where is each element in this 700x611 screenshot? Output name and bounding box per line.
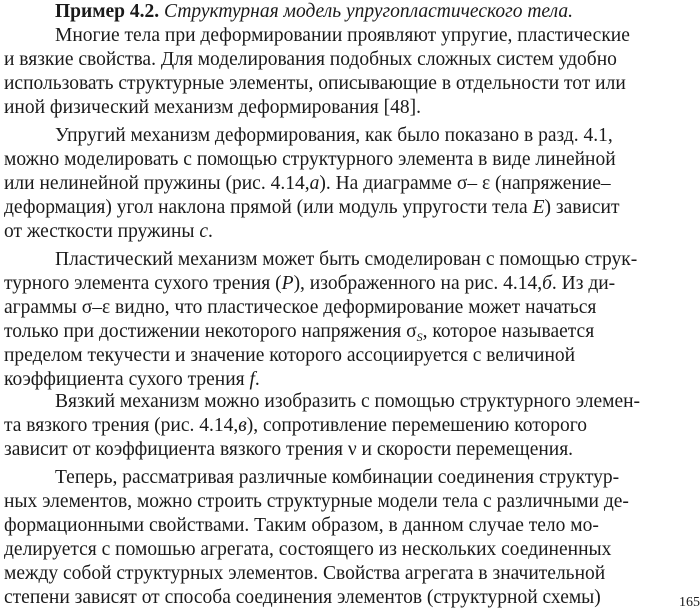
p4-line-3: зависит от коэффициента вязкого трения ν и скорости перемещения. — [4, 439, 574, 460]
p3-line-3: аграммы σ–ε видно, что пластическое деформирование может начаться — [4, 297, 597, 318]
example-heading — [55, 0, 573, 24]
p5-line-5: между собой структурных элементов. Свойства агрегата в значительной — [4, 563, 606, 584]
text-span: деформация) угол наклона прямой (или модуль упругости тела — [4, 197, 533, 218]
text-span: . — [254, 369, 260, 390]
text-span: ), изображенного на рис. 4.14, — [293, 273, 543, 294]
p2-line-5 — [4, 220, 213, 244]
p5-line-6: степени зависят от способа соединения элементов (структурной схемы) — [4, 587, 601, 608]
p2-line-1: Упругий механизм деформирования, как было показано в разд. 4.1, — [55, 125, 613, 146]
p4-line-1: Вязкий механизм можно изобразить с помощью структурного элемен- — [55, 391, 641, 412]
p3-line-5: пределом текучести и значение которого ассоциируется с величиной — [4, 345, 576, 366]
p3-line-1: Пластический механизм может быть смоделирован с помощью струк- — [55, 249, 638, 270]
figure-ref-b: б — [542, 273, 552, 294]
text-span: или нелинейной пружины (рис. 4.14, — [4, 173, 310, 194]
p5-line-1: Теперь, рассматривая различные комбинации соединения структур- — [55, 467, 620, 488]
example-label: Пример 4.2. — [55, 1, 160, 22]
p3-line-2 — [4, 272, 615, 296]
symbol-c: с — [199, 221, 209, 242]
text-span: ). На диаграмме σ– ε (напряжение– — [319, 173, 611, 194]
p2-line-4 — [4, 196, 619, 220]
p4-line-2 — [4, 414, 587, 438]
p5-line-3: формационными свойствами. Таким образом, в данном случае тело мо- — [4, 515, 599, 536]
p3-line-6 — [4, 368, 260, 392]
text-span: , которое называется — [422, 321, 595, 342]
text-span: ) зависит — [544, 197, 620, 218]
text-span: . — [208, 221, 213, 242]
figure-ref-a: а — [309, 173, 320, 194]
symbol-P: P — [281, 273, 294, 294]
text-span: коэффициента сухого трения — [4, 369, 250, 390]
example-title: Структурная модель упругопластического тела. — [164, 1, 573, 22]
text-span: турного элемента сухого трения ( — [4, 273, 282, 294]
p5-line-4: делируется с помошью агрегата, состоящего из нескольких соединенных — [4, 539, 612, 560]
text-span: . Из ди- — [551, 273, 616, 294]
figure-ref-v: в — [238, 415, 247, 436]
p2-line-2: можно моделировать с помощью структурного элемента в виде линейной — [4, 149, 616, 170]
p1-line-4: иной физический механизм деформирования [48]. — [4, 97, 421, 118]
text-span: ), сопротивление перемешению которого — [246, 415, 587, 436]
symbol-f: f — [249, 369, 255, 390]
symbol-E: E — [532, 197, 545, 218]
text-span: от жесткости пружины — [4, 221, 200, 242]
p1-line-2: и вязкие свойства. Для моделирования подобных сложных систем удобно — [4, 49, 617, 70]
page-number: 165 — [679, 595, 700, 610]
p2-line-3 — [4, 172, 611, 196]
p1-line-1: Многие тела при деформировании проявляют упругие, пластические — [55, 25, 630, 46]
p1-line-3: использовать структурные элементы, описывающие в отдельности тот или — [4, 73, 626, 94]
text-span: только при достижении некоторого напряжения σ — [4, 321, 417, 342]
subscript-S: S — [416, 330, 423, 344]
p5-line-2: ных элементов, можно строить структурные модели тела с различными де- — [4, 491, 629, 512]
text-span: та вязкого трения (рис. 4.14, — [4, 415, 239, 436]
